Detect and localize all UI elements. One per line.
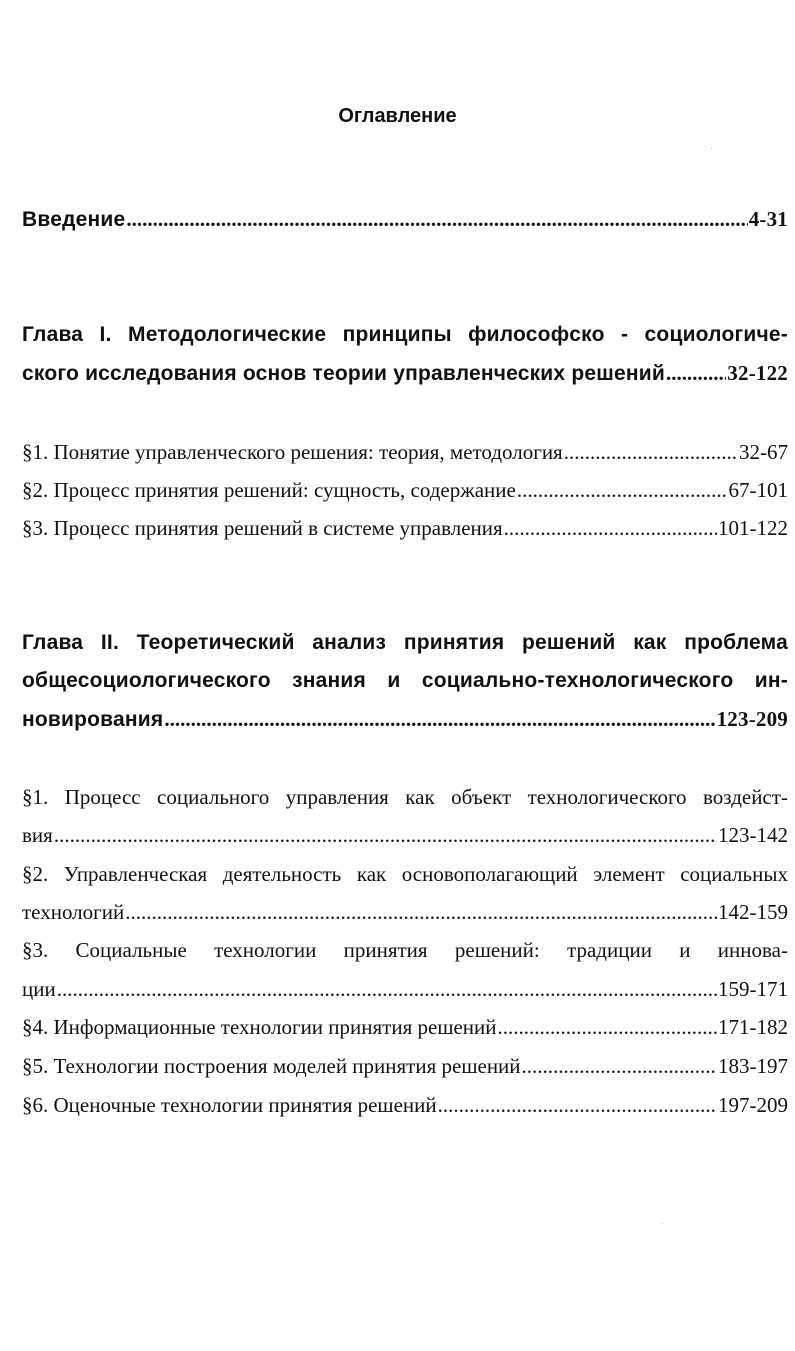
toc-entry-pages: 4-31 [748,207,788,231]
word: Теоретический [136,631,295,654]
toc-entry-pages: 32-122 [727,361,788,385]
toc-entry-intro[interactable] [22,202,788,236]
toc-entry-ch2-sec3-line-1[interactable] [22,933,788,967]
word: ин- [754,669,788,692]
word: управления [285,785,389,809]
word: как [633,631,667,654]
toc-entry-pages: 123-209 [716,707,788,731]
toc-entry-label: §1. Понятие управленческого решения: теория, методология [22,440,563,464]
dot-leader [125,895,717,929]
chapter-2-title-line-3: новирования [22,708,164,731]
word: знания [292,669,366,692]
toc-entry-ch2-sec2[interactable] [22,895,788,929]
word: воздейст- [703,785,788,809]
toc-entry-ch2-sec1-line-1[interactable] [22,780,788,814]
toc-entry-label: §4. Информационные технологии принятия решений [22,1015,497,1039]
toc-entry-ch2-sec2-line-1[interactable] [22,857,788,891]
dot-leader [54,818,717,852]
toc-entry-label: §3. Процесс принятия решений в системе управления [22,516,503,540]
word: решений [521,631,616,654]
word: анализ [312,631,387,654]
chapter-1-title-line-2: ского исследования основ теории управленческих решений [22,362,665,385]
word: общесоциологического [22,669,271,692]
word: проблема [684,631,788,654]
toc-entry-pages: 32-67 [739,440,788,464]
toc-entry-pages: 171-182 [718,1015,788,1039]
dot-leader [438,1088,717,1122]
scan-speck [711,148,712,149]
toc-entry-label: §2. Процесс принятия решений: сущность, содержание [22,478,516,502]
word: II. [100,631,119,654]
toc-entry-chapter-2[interactable] [22,702,788,736]
toc-entry-ch2-sec1[interactable] [22,818,788,852]
dot-leader [517,473,728,507]
toc-entry-label: технологий [22,900,125,924]
word: §1. [22,785,49,809]
toc-entry-pages: 159-171 [718,977,788,1001]
word: деятельность [222,862,342,886]
page-title: Оглавление [338,105,457,127]
word: Процесс [64,785,141,809]
word: элемент [593,862,665,886]
word: технологического [527,785,687,809]
toc-entry-pages: 67-101 [728,478,788,502]
dot-leader [504,511,717,545]
toc-entry-pages: 142-159 [718,900,788,924]
toc-entry-label: ции [22,977,56,1001]
word: Социальные [75,938,187,962]
word: принятия [403,631,505,654]
chapter-2-title-line-2[interactable] [22,664,788,698]
word: традиции [567,938,652,962]
word: социально-технологического [421,669,734,692]
toc-entry-ch2-sec3[interactable] [22,972,788,1006]
word: технологии [214,938,317,962]
dot-leader [666,356,726,390]
word: §2. [22,862,49,886]
word: основополагающий [401,862,578,886]
word: как [405,785,435,809]
dot-leader [522,1049,717,1083]
word: Управленческая [63,862,208,886]
toc-entry-label: §6. Оценочные технологии принятия решений [22,1093,437,1117]
chapter-1-title-line-1[interactable]: Глава I. Методологические принципы философско - социологиче- [22,323,788,346]
word: объект [451,785,512,809]
toc-entry-ch2-sec5[interactable] [22,1049,788,1083]
word: §3. [22,938,49,962]
dot-leader [498,1010,717,1044]
word: социальных [680,862,788,886]
chapter-2-title-line-1[interactable] [22,626,788,660]
word: принятия [343,938,428,962]
toc-entry-ch1-sec1[interactable] [22,435,788,469]
toc-entry-pages: 197-209 [718,1093,788,1117]
toc-entry-label: вия [22,823,53,847]
toc-entry-ch2-sec4[interactable] [22,1010,788,1044]
toc-entry-label: Введение [22,208,126,231]
toc-entry-ch1-sec3[interactable] [22,511,788,545]
toc-entry-pages: 101-122 [718,516,788,540]
toc-entry-ch1-sec2[interactable] [22,473,788,507]
toc-entry-pages: 183-197 [718,1054,788,1078]
word: решений: [454,938,540,962]
dot-leader [164,702,715,736]
word: и [679,938,691,962]
scan-speck [662,1223,663,1224]
word: Глава [22,631,84,654]
toc-entry-pages: 123-142 [718,823,788,847]
toc-entry-chapter-1[interactable] [22,356,788,390]
dot-leader [564,435,738,469]
dot-leader [57,972,717,1006]
toc-entry-ch2-sec6[interactable] [22,1088,788,1122]
word: иннова- [717,938,788,962]
dot-leader [126,202,747,236]
word: как [356,862,387,886]
word: и [387,669,401,692]
word: социального [157,785,270,809]
toc-entry-label: §5. Технологии построения моделей принятия решений [22,1054,521,1078]
